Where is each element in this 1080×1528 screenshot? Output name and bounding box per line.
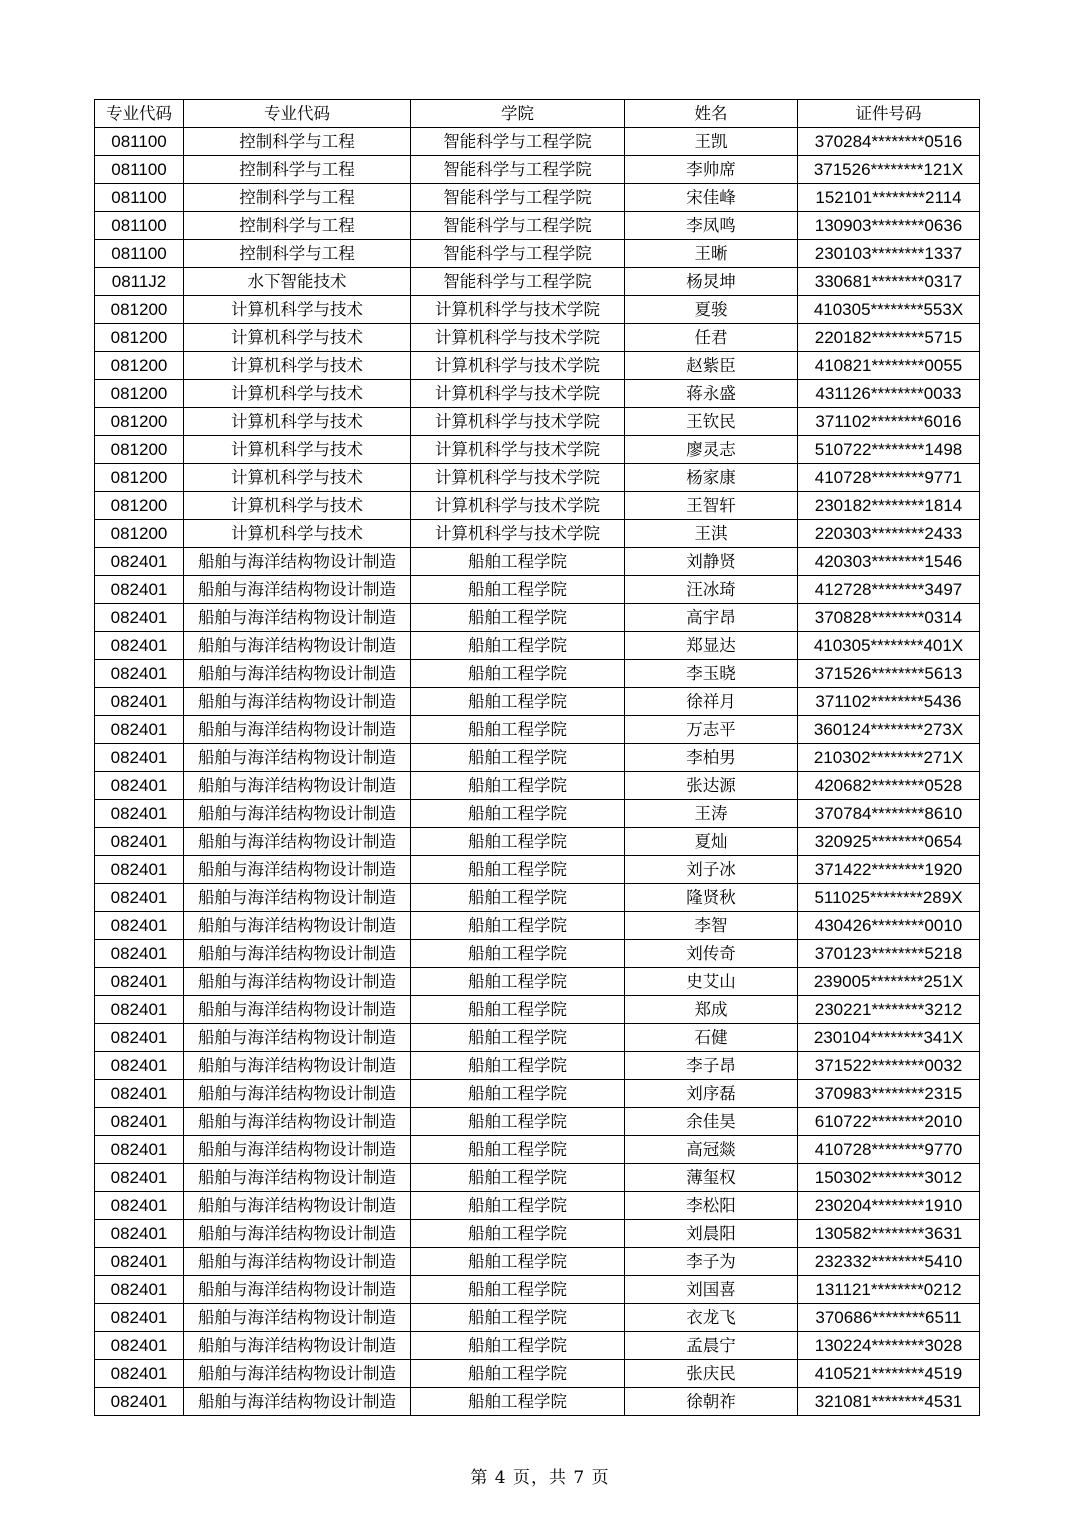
id-number-cell: 410305********553X	[798, 296, 980, 324]
college-cell: 船舶工程学院	[411, 688, 625, 716]
name-cell: 王凯	[625, 128, 798, 156]
name-cell: 王智轩	[625, 492, 798, 520]
name-cell: 李玉晓	[625, 660, 798, 688]
major-code-cell: 082401	[95, 1360, 184, 1388]
major-code-cell: 082401	[95, 576, 184, 604]
id-number-cell: 412728********3497	[798, 576, 980, 604]
major-code-cell: 081200	[95, 296, 184, 324]
major-code-cell: 082401	[95, 548, 184, 576]
table-row	[95, 268, 980, 296]
major-code-cell: 082401	[95, 1304, 184, 1332]
major-code-cell: 081200	[95, 492, 184, 520]
id-number-cell: 370284********0516	[798, 128, 980, 156]
college-cell: 计算机科学与技术学院	[411, 408, 625, 436]
major-name-cell: 船舶与海洋结构物设计制造	[184, 940, 411, 968]
college-cell: 计算机科学与技术学院	[411, 352, 625, 380]
table-row	[95, 1080, 980, 1108]
major-code-cell: 081200	[95, 324, 184, 352]
college-cell: 船舶工程学院	[411, 940, 625, 968]
college-cell: 计算机科学与技术学院	[411, 492, 625, 520]
header-name: 姓名	[625, 100, 798, 128]
college-cell: 船舶工程学院	[411, 548, 625, 576]
name-cell: 余佳昊	[625, 1108, 798, 1136]
name-cell: 徐祥月	[625, 688, 798, 716]
id-number-cell: 371526********121X	[798, 156, 980, 184]
table-row	[95, 324, 980, 352]
major-name-cell: 船舶与海洋结构物设计制造	[184, 912, 411, 940]
name-cell: 薄玺权	[625, 1164, 798, 1192]
name-cell: 李松阳	[625, 1192, 798, 1220]
id-number-cell: 230104********341X	[798, 1024, 980, 1052]
admission-list-table	[94, 99, 980, 1416]
table-row	[95, 548, 980, 576]
id-number-cell: 230103********1337	[798, 240, 980, 268]
major-name-cell: 船舶与海洋结构物设计制造	[184, 1136, 411, 1164]
major-name-cell: 船舶与海洋结构物设计制造	[184, 1248, 411, 1276]
major-name-cell: 计算机科学与技术	[184, 436, 411, 464]
major-name-cell: 船舶与海洋结构物设计制造	[184, 800, 411, 828]
table-row	[95, 464, 980, 492]
table-row	[95, 380, 980, 408]
header-row	[95, 100, 980, 128]
major-name-cell: 控制科学与工程	[184, 156, 411, 184]
name-cell: 蒋永盛	[625, 380, 798, 408]
table-row	[95, 716, 980, 744]
college-cell: 船舶工程学院	[411, 968, 625, 996]
major-name-cell: 控制科学与工程	[184, 240, 411, 268]
major-name-cell: 船舶与海洋结构物设计制造	[184, 576, 411, 604]
college-cell: 船舶工程学院	[411, 1388, 625, 1416]
table-row	[95, 408, 980, 436]
college-cell: 船舶工程学院	[411, 1080, 625, 1108]
college-cell: 船舶工程学院	[411, 1360, 625, 1388]
name-cell: 李帅席	[625, 156, 798, 184]
college-cell: 船舶工程学院	[411, 1304, 625, 1332]
name-cell: 杨家康	[625, 464, 798, 492]
id-number-cell: 431126********0033	[798, 380, 980, 408]
major-code-cell: 082401	[95, 772, 184, 800]
table-row	[95, 296, 980, 324]
major-code-cell: 082401	[95, 1332, 184, 1360]
college-cell: 智能科学与工程学院	[411, 268, 625, 296]
major-name-cell: 船舶与海洋结构物设计制造	[184, 968, 411, 996]
major-name-cell: 船舶与海洋结构物设计制造	[184, 884, 411, 912]
major-name-cell: 船舶与海洋结构物设计制造	[184, 996, 411, 1024]
major-code-cell: 081100	[95, 128, 184, 156]
table-row	[95, 352, 980, 380]
page-footer: 第 4 页，共 7 页	[470, 1468, 610, 1488]
major-name-cell: 船舶与海洋结构物设计制造	[184, 1108, 411, 1136]
table-row	[95, 1248, 980, 1276]
major-name-cell: 船舶与海洋结构物设计制造	[184, 828, 411, 856]
major-name-cell: 计算机科学与技术	[184, 492, 411, 520]
major-code-cell: 082401	[95, 968, 184, 996]
name-cell: 李子昂	[625, 1052, 798, 1080]
table-row	[95, 660, 980, 688]
college-cell: 船舶工程学院	[411, 912, 625, 940]
table-row	[95, 1024, 980, 1052]
major-code-cell: 081200	[95, 436, 184, 464]
major-code-cell: 082401	[95, 1052, 184, 1080]
name-cell: 刘传奇	[625, 940, 798, 968]
major-name-cell: 船舶与海洋结构物设计制造	[184, 1332, 411, 1360]
name-cell: 张达源	[625, 772, 798, 800]
major-name-cell: 船舶与海洋结构物设计制造	[184, 1304, 411, 1332]
major-code-cell: 082401	[95, 1192, 184, 1220]
name-cell: 李凤鸣	[625, 212, 798, 240]
id-number-cell: 370123********5218	[798, 940, 980, 968]
table-row	[95, 800, 980, 828]
name-cell: 宋佳峰	[625, 184, 798, 212]
table-row	[95, 1136, 980, 1164]
college-cell: 计算机科学与技术学院	[411, 520, 625, 548]
table-row	[95, 1360, 980, 1388]
college-cell: 船舶工程学院	[411, 660, 625, 688]
table-row	[95, 1304, 980, 1332]
name-cell: 王晰	[625, 240, 798, 268]
id-number-cell: 371102********5436	[798, 688, 980, 716]
college-cell: 船舶工程学院	[411, 1332, 625, 1360]
major-code-cell: 082401	[95, 828, 184, 856]
header-major-name: 专业代码	[184, 100, 411, 128]
major-code-cell: 081200	[95, 520, 184, 548]
name-cell: 李智	[625, 912, 798, 940]
id-number-cell: 230221********3212	[798, 996, 980, 1024]
name-cell: 廖灵志	[625, 436, 798, 464]
major-name-cell: 计算机科学与技术	[184, 324, 411, 352]
table-row	[95, 576, 980, 604]
name-cell: 杨炅坤	[625, 268, 798, 296]
table-row	[95, 1192, 980, 1220]
major-name-cell: 船舶与海洋结构物设计制造	[184, 548, 411, 576]
table-row	[95, 772, 980, 800]
table-row	[95, 884, 980, 912]
major-code-cell: 082401	[95, 856, 184, 884]
table-row	[95, 996, 980, 1024]
table-row	[95, 1108, 980, 1136]
major-name-cell: 水下智能技术	[184, 268, 411, 296]
id-number-cell: 420303********1546	[798, 548, 980, 576]
major-name-cell: 计算机科学与技术	[184, 520, 411, 548]
major-code-cell: 082401	[95, 996, 184, 1024]
id-number-cell: 370983********2315	[798, 1080, 980, 1108]
table-row	[95, 688, 980, 716]
id-number-cell: 370686********6511	[798, 1304, 980, 1332]
table-row	[95, 940, 980, 968]
table-row	[95, 1388, 980, 1416]
major-name-cell: 船舶与海洋结构物设计制造	[184, 1388, 411, 1416]
table-row	[95, 1164, 980, 1192]
id-number-cell: 371422********1920	[798, 856, 980, 884]
id-number-cell: 321081********4531	[798, 1388, 980, 1416]
name-cell: 夏灿	[625, 828, 798, 856]
id-number-cell: 320925********0654	[798, 828, 980, 856]
id-number-cell: 410728********9771	[798, 464, 980, 492]
major-name-cell: 船舶与海洋结构物设计制造	[184, 856, 411, 884]
name-cell: 徐朝祚	[625, 1388, 798, 1416]
table-row	[95, 1332, 980, 1360]
name-cell: 刘国喜	[625, 1276, 798, 1304]
major-code-cell: 082401	[95, 716, 184, 744]
major-name-cell: 计算机科学与技术	[184, 352, 411, 380]
name-cell: 汪冰琦	[625, 576, 798, 604]
name-cell: 刘序磊	[625, 1080, 798, 1108]
major-name-cell: 船舶与海洋结构物设计制造	[184, 1164, 411, 1192]
college-cell: 船舶工程学院	[411, 576, 625, 604]
major-name-cell: 计算机科学与技术	[184, 464, 411, 492]
name-cell: 刘静贤	[625, 548, 798, 576]
major-code-cell: 081200	[95, 464, 184, 492]
name-cell: 高冠燚	[625, 1136, 798, 1164]
college-cell: 智能科学与工程学院	[411, 128, 625, 156]
major-name-cell: 船舶与海洋结构物设计制造	[184, 1052, 411, 1080]
table-row	[95, 1052, 980, 1080]
id-number-cell: 371102********6016	[798, 408, 980, 436]
major-code-cell: 082401	[95, 604, 184, 632]
name-cell: 王涛	[625, 800, 798, 828]
major-name-cell: 计算机科学与技术	[184, 408, 411, 436]
major-name-cell: 船舶与海洋结构物设计制造	[184, 1080, 411, 1108]
major-name-cell: 计算机科学与技术	[184, 296, 411, 324]
major-name-cell: 船舶与海洋结构物设计制造	[184, 744, 411, 772]
id-number-cell: 410305********401X	[798, 632, 980, 660]
college-cell: 船舶工程学院	[411, 800, 625, 828]
major-code-cell: 082401	[95, 1080, 184, 1108]
id-number-cell: 232332********5410	[798, 1248, 980, 1276]
college-cell: 智能科学与工程学院	[411, 240, 625, 268]
table-header	[95, 100, 980, 128]
name-cell: 夏骏	[625, 296, 798, 324]
college-cell: 智能科学与工程学院	[411, 156, 625, 184]
college-cell: 船舶工程学院	[411, 632, 625, 660]
major-code-cell: 082401	[95, 1248, 184, 1276]
major-name-cell: 船舶与海洋结构物设计制造	[184, 1024, 411, 1052]
college-cell: 船舶工程学院	[411, 772, 625, 800]
college-cell: 船舶工程学院	[411, 1024, 625, 1052]
id-number-cell: 370828********0314	[798, 604, 980, 632]
table-row	[95, 128, 980, 156]
major-code-cell: 082401	[95, 1024, 184, 1052]
id-number-cell: 239005********251X	[798, 968, 980, 996]
college-cell: 智能科学与工程学院	[411, 212, 625, 240]
college-cell: 船舶工程学院	[411, 1108, 625, 1136]
major-code-cell: 082401	[95, 1388, 184, 1416]
id-number-cell: 130903********0636	[798, 212, 980, 240]
id-number-cell: 360124********273X	[798, 716, 980, 744]
id-number-cell: 510722********1498	[798, 436, 980, 464]
id-number-cell: 370784********8610	[798, 800, 980, 828]
table-row	[95, 184, 980, 212]
id-number-cell: 430426********0010	[798, 912, 980, 940]
name-cell: 李柏男	[625, 744, 798, 772]
table-row	[95, 968, 980, 996]
name-cell: 史艾山	[625, 968, 798, 996]
major-code-cell: 082401	[95, 744, 184, 772]
college-cell: 船舶工程学院	[411, 828, 625, 856]
college-cell: 计算机科学与技术学院	[411, 296, 625, 324]
name-cell: 郑成	[625, 996, 798, 1024]
major-name-cell: 船舶与海洋结构物设计制造	[184, 632, 411, 660]
major-code-cell: 082401	[95, 940, 184, 968]
name-cell: 张庆民	[625, 1360, 798, 1388]
college-cell: 船舶工程学院	[411, 1220, 625, 1248]
major-code-cell: 082401	[95, 1108, 184, 1136]
table-row	[95, 212, 980, 240]
table-row	[95, 744, 980, 772]
college-cell: 船舶工程学院	[411, 1052, 625, 1080]
id-number-cell: 130582********3631	[798, 1220, 980, 1248]
id-number-cell: 420682********0528	[798, 772, 980, 800]
major-code-cell: 081100	[95, 156, 184, 184]
table-row	[95, 632, 980, 660]
major-name-cell: 船舶与海洋结构物设计制造	[184, 1360, 411, 1388]
id-number-cell: 371522********0032	[798, 1052, 980, 1080]
major-name-cell: 控制科学与工程	[184, 184, 411, 212]
name-cell: 孟晨宁	[625, 1332, 798, 1360]
major-code-cell: 081100	[95, 212, 184, 240]
id-number-cell: 371526********5613	[798, 660, 980, 688]
major-code-cell: 082401	[95, 912, 184, 940]
table-row	[95, 156, 980, 184]
name-cell: 任君	[625, 324, 798, 352]
major-code-cell: 081200	[95, 408, 184, 436]
id-number-cell: 230204********1910	[798, 1192, 980, 1220]
table-row	[95, 912, 980, 940]
college-cell: 船舶工程学院	[411, 716, 625, 744]
name-cell: 隆贤秋	[625, 884, 798, 912]
major-code-cell: 081100	[95, 184, 184, 212]
id-number-cell: 131121********0212	[798, 1276, 980, 1304]
college-cell: 计算机科学与技术学院	[411, 380, 625, 408]
id-number-cell: 610722********2010	[798, 1108, 980, 1136]
id-number-cell: 511025********289X	[798, 884, 980, 912]
college-cell: 船舶工程学院	[411, 884, 625, 912]
table-row	[95, 240, 980, 268]
table-row	[95, 436, 980, 464]
college-cell: 计算机科学与技术学院	[411, 436, 625, 464]
major-code-cell: 082401	[95, 1220, 184, 1248]
table-row	[95, 828, 980, 856]
college-cell: 船舶工程学院	[411, 744, 625, 772]
name-cell: 万志平	[625, 716, 798, 744]
college-cell: 计算机科学与技术学院	[411, 324, 625, 352]
id-number-cell: 130224********3028	[798, 1332, 980, 1360]
college-cell: 船舶工程学院	[411, 604, 625, 632]
table-row	[95, 1276, 980, 1304]
name-cell: 刘晨阳	[625, 1220, 798, 1248]
table-row	[95, 520, 980, 548]
name-cell: 郑显达	[625, 632, 798, 660]
college-cell: 船舶工程学院	[411, 856, 625, 884]
major-name-cell: 计算机科学与技术	[184, 380, 411, 408]
table-row	[95, 492, 980, 520]
id-number-cell: 210302********271X	[798, 744, 980, 772]
major-name-cell: 船舶与海洋结构物设计制造	[184, 1276, 411, 1304]
major-code-cell: 081200	[95, 380, 184, 408]
id-number-cell: 220182********5715	[798, 324, 980, 352]
college-cell: 船舶工程学院	[411, 1164, 625, 1192]
id-number-cell: 152101********2114	[798, 184, 980, 212]
major-code-cell: 0811J2	[95, 268, 184, 296]
name-cell: 王淇	[625, 520, 798, 548]
major-name-cell: 船舶与海洋结构物设计制造	[184, 660, 411, 688]
major-code-cell: 082401	[95, 1136, 184, 1164]
name-cell: 赵紫臣	[625, 352, 798, 380]
college-cell: 船舶工程学院	[411, 1248, 625, 1276]
id-number-cell: 410521********4519	[798, 1360, 980, 1388]
name-cell: 刘子冰	[625, 856, 798, 884]
name-cell: 王钦民	[625, 408, 798, 436]
major-code-cell: 081200	[95, 352, 184, 380]
id-number-cell: 410821********0055	[798, 352, 980, 380]
header-major-code: 专业代码	[95, 100, 184, 128]
header-id-number: 证件号码	[798, 100, 980, 128]
college-cell: 智能科学与工程学院	[411, 184, 625, 212]
major-name-cell: 船舶与海洋结构物设计制造	[184, 688, 411, 716]
college-cell: 船舶工程学院	[411, 1192, 625, 1220]
id-number-cell: 410728********9770	[798, 1136, 980, 1164]
major-name-cell: 船舶与海洋结构物设计制造	[184, 1192, 411, 1220]
name-cell: 高宇昂	[625, 604, 798, 632]
college-cell: 船舶工程学院	[411, 1276, 625, 1304]
table-row	[95, 856, 980, 884]
major-name-cell: 船舶与海洋结构物设计制造	[184, 604, 411, 632]
major-name-cell: 控制科学与工程	[184, 212, 411, 240]
major-name-cell: 船舶与海洋结构物设计制造	[184, 772, 411, 800]
id-number-cell: 150302********3012	[798, 1164, 980, 1192]
college-cell: 船舶工程学院	[411, 996, 625, 1024]
header-college: 学院	[411, 100, 625, 128]
table-body	[95, 128, 980, 1416]
major-code-cell: 082401	[95, 884, 184, 912]
table-row	[95, 604, 980, 632]
name-cell: 衣龙飞	[625, 1304, 798, 1332]
name-cell: 石健	[625, 1024, 798, 1052]
major-code-cell: 082401	[95, 1276, 184, 1304]
college-cell: 计算机科学与技术学院	[411, 464, 625, 492]
major-name-cell: 控制科学与工程	[184, 128, 411, 156]
major-code-cell: 082401	[95, 1164, 184, 1192]
college-cell: 船舶工程学院	[411, 1136, 625, 1164]
table-row	[95, 1220, 980, 1248]
id-number-cell: 220303********2433	[798, 520, 980, 548]
id-number-cell: 330681********0317	[798, 268, 980, 296]
name-cell: 李子为	[625, 1248, 798, 1276]
major-code-cell: 082401	[95, 688, 184, 716]
id-number-cell: 230182********1814	[798, 492, 980, 520]
major-code-cell: 082401	[95, 660, 184, 688]
major-code-cell: 082401	[95, 800, 184, 828]
major-name-cell: 船舶与海洋结构物设计制造	[184, 1220, 411, 1248]
major-code-cell: 081100	[95, 240, 184, 268]
major-code-cell: 082401	[95, 632, 184, 660]
major-name-cell: 船舶与海洋结构物设计制造	[184, 716, 411, 744]
